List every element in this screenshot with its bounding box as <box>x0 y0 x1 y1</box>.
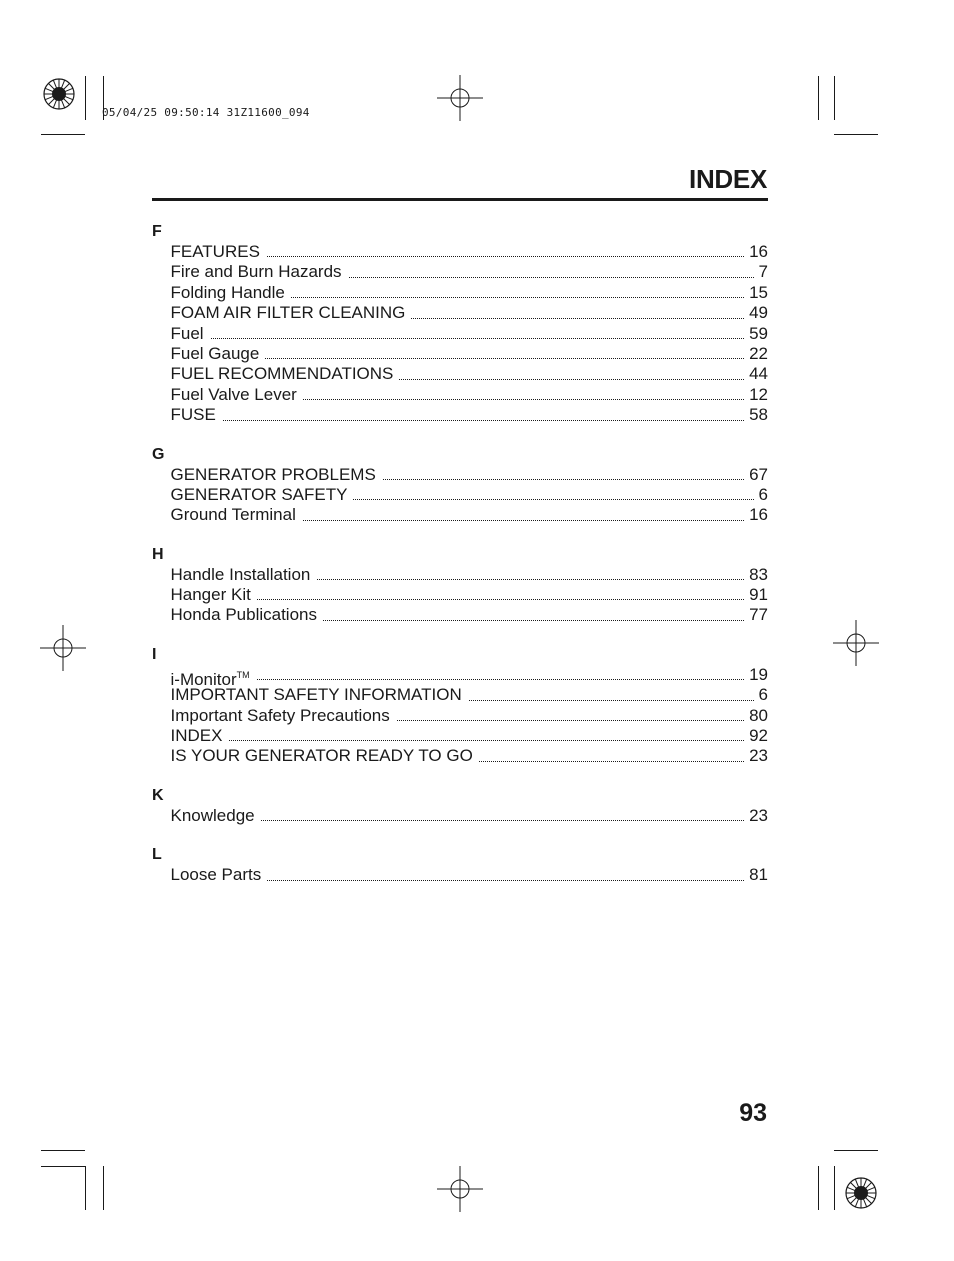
entry-label-text: Important Safety Precautions <box>170 705 390 725</box>
dot-leader <box>171 337 769 339</box>
entry-page: 23 <box>745 746 768 766</box>
entry-label-text: Honda Publications <box>170 605 317 625</box>
entry-label <box>171 303 412 323</box>
entry-label-text: Folding Handle <box>170 282 285 302</box>
entry-label-text: IMPORTANT SAFETY INFORMATION <box>170 685 462 705</box>
index-entry <box>171 726 769 746</box>
entry-page: 12 <box>745 385 768 405</box>
entry-label <box>171 605 323 625</box>
entry-label <box>171 242 266 262</box>
index-entry <box>171 806 769 826</box>
entry-page: 58 <box>745 405 768 425</box>
section-letter: G <box>152 445 165 463</box>
index-entry <box>171 585 769 605</box>
entry-label-text: GENERATOR SAFETY <box>170 484 348 504</box>
index-entry <box>171 364 769 384</box>
entry-label-text: FUSE <box>170 405 216 425</box>
crosshair-icon <box>437 1166 483 1212</box>
entry-label <box>171 505 302 525</box>
section-letter: L <box>152 846 162 864</box>
crosshair-icon <box>437 75 483 121</box>
index-entry <box>171 706 769 726</box>
index-entry <box>171 385 769 405</box>
index-section <box>152 645 768 767</box>
index-section <box>152 786 768 826</box>
entry-label <box>171 324 210 344</box>
registration-target-icon <box>842 1174 880 1212</box>
entry-label <box>171 385 303 405</box>
entry-label-text: i-Monitor <box>170 669 237 686</box>
entry-label-text: FOAM AIR FILTER CLEANING <box>170 303 406 323</box>
index-entry <box>171 465 769 485</box>
dot-leader <box>171 739 769 741</box>
index-entry <box>171 283 769 303</box>
entry-page: 77 <box>745 605 768 625</box>
entry-label <box>171 806 261 826</box>
entry-page: 7 <box>755 262 768 282</box>
entry-label-text: IS YOUR GENERATOR READY TO GO <box>170 746 473 766</box>
entry-label-text: Fuel <box>170 323 204 343</box>
index-section <box>152 545 768 626</box>
entry-label-text: Fuel Gauge <box>170 343 260 363</box>
index-entry <box>171 485 769 505</box>
index-section <box>152 445 768 526</box>
section-letter: F <box>152 223 162 240</box>
entry-label <box>171 485 354 505</box>
entry-label <box>171 865 268 885</box>
index-section <box>152 222 768 426</box>
index-section <box>152 845 768 885</box>
entry-label <box>171 405 222 425</box>
entry-label-text: GENERATOR PROBLEMS <box>170 464 376 484</box>
index-entry <box>171 242 769 262</box>
index-entry <box>171 262 769 282</box>
index-entry <box>171 565 769 585</box>
entry-label <box>171 262 348 282</box>
dot-leader <box>171 419 769 421</box>
entry-label <box>171 283 291 303</box>
page-number: 93 <box>739 1099 767 1127</box>
entry-page: 92 <box>745 726 768 746</box>
trademark-mark: TM <box>236 669 250 680</box>
entry-page: 15 <box>745 283 768 303</box>
index-entry <box>171 865 769 885</box>
entry-label-text: INDEX <box>170 726 223 746</box>
entry-label <box>171 706 396 726</box>
entry-label <box>171 344 266 364</box>
print-stamp: 05/04/25 09:50:14 31Z11600_094 <box>102 106 310 119</box>
entry-label <box>171 364 400 384</box>
entry-page: 16 <box>745 242 768 262</box>
section-letter: H <box>152 545 164 563</box>
section-letter: K <box>152 786 164 804</box>
entry-label-text: Fire and Burn Hazards <box>170 262 342 282</box>
entry-label-text: Handle Installation <box>170 564 311 584</box>
entry-page: 6 <box>755 485 768 505</box>
entry-page: 80 <box>745 706 768 726</box>
entry-page: 81 <box>745 865 768 885</box>
index-list <box>152 222 768 905</box>
entry-label-text: Knowledge <box>170 805 255 825</box>
entry-page: 23 <box>745 806 768 826</box>
entry-label <box>171 726 229 746</box>
entry-label-text: FEATURES <box>170 242 260 261</box>
dot-leader <box>171 598 769 600</box>
dot-leader <box>171 678 769 680</box>
index-entry <box>171 685 769 705</box>
index-entry <box>171 303 769 323</box>
entry-label-text: Hanger Kit <box>170 585 251 605</box>
entry-page: 16 <box>745 505 768 525</box>
index-entry <box>171 324 769 344</box>
index-entry <box>171 344 769 364</box>
entry-page: 49 <box>745 303 768 323</box>
entry-label <box>171 585 257 605</box>
title-rule <box>152 198 768 201</box>
index-entry <box>171 505 769 525</box>
entry-page: 6 <box>755 685 768 705</box>
entry-label <box>171 746 479 766</box>
registration-target-icon <box>40 75 78 113</box>
entry-label-text: FUEL RECOMMENDATIONS <box>170 364 394 384</box>
entry-page: 44 <box>745 364 768 384</box>
entry-page: 83 <box>745 565 768 585</box>
entry-page: 67 <box>745 465 768 485</box>
index-entry <box>171 746 769 766</box>
entry-label <box>171 565 317 585</box>
entry-page: 59 <box>745 324 768 344</box>
entry-label-text: Ground Terminal <box>170 505 296 525</box>
entry-page: 91 <box>745 585 768 605</box>
index-entry <box>171 665 769 685</box>
index-entry <box>171 405 769 425</box>
entry-label-text: Loose Parts <box>170 865 262 885</box>
entry-page: 22 <box>745 344 768 364</box>
page-title: INDEX <box>689 164 767 194</box>
entry-page: 19 <box>745 665 768 685</box>
entry-label <box>171 685 468 705</box>
index-entry <box>171 605 769 625</box>
entry-label-text: Fuel Valve Lever <box>170 384 297 404</box>
entry-label <box>171 465 382 485</box>
crosshair-icon <box>40 625 86 671</box>
crosshair-icon <box>833 620 879 666</box>
entry-label <box>171 665 256 685</box>
section-letter: I <box>152 645 157 663</box>
